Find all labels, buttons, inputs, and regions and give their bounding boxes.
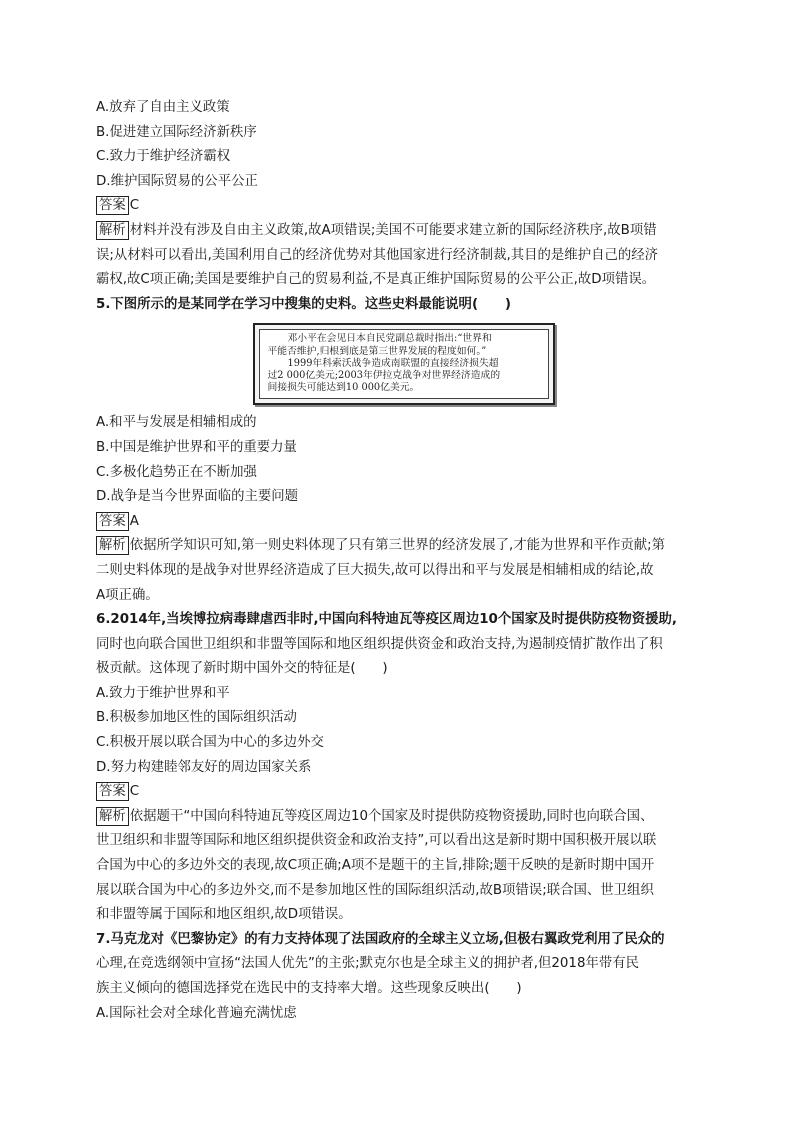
q4-options <box>96 96 711 194</box>
q5-analysis-line: 二则史料体现的是战争对世界经济造成了巨大损失,故可以得出和平与发展是相辅相成的结论,故 <box>96 562 654 578</box>
document-page <box>96 96 711 1026</box>
q4-analysis-text: 材料并没有涉及自由主义政策,故A项错误;美国不可能要求建立新的国际经济秩序,故B项错 <box>129 222 657 238</box>
q5-analysis-text: 依据所学知识可知,第一则史料体现了只有第三世界的经济发展了,才能为世界和平作贡献;第 <box>129 538 666 554</box>
q6-stem-line: 同时也向联合国世卫组织和非盟等国际和地区组织提供资金和政治支持,为遏制疫情扩散作出了积 <box>96 636 663 652</box>
q6-analysis-line: 展以联合国为中心的多边外交,而不是参加地区性的国际组织活动,故B项错误;联合国、世卫组织 <box>96 882 654 898</box>
q6-analysis <box>96 805 711 928</box>
q4-option-b: B.促进建立国际经济新秩序 <box>96 124 257 140</box>
q4-option-c: C.致力于维护经济霸权 <box>96 149 231 165</box>
q6-stem-line: 6.2014年,当埃博拉病毒肆虐西非时,中国向科特迪瓦等疫区周边10个国家及时提供防疫物资援助, <box>96 612 678 628</box>
q5-option-c: C.多极化趋势正在不断加强 <box>96 464 257 480</box>
q4-answer-value: C <box>129 198 140 214</box>
q6-option-d: D.努力构建睦邻友好的周边国家关系 <box>96 759 312 775</box>
q7-stem-line: 7.马克龙对《巴黎协定》的有力支持体现了法国政府的全球主义立场,但极右翼政党利用了民众的 <box>96 931 665 947</box>
q6-analysis-text: 依据题干“中国向科特迪瓦等疫区周边10个国家及时提供防疫物资援助,同时也向联合国、 <box>129 808 654 824</box>
figure-line: 平能否维护,归根到底是第三世界发展的程度如何。” <box>267 345 487 357</box>
q4-option-d: D.维护国际贸易的公平公正 <box>96 173 258 189</box>
q7-options <box>96 1002 711 1027</box>
q4-answer <box>96 194 711 219</box>
q6-options <box>96 682 711 780</box>
figure-line: 1999年科索沃战争造成南联盟的直接经济损失超 <box>287 357 499 369</box>
q6-analysis-line <box>96 805 711 830</box>
q4-analysis-line <box>96 219 711 244</box>
q7-option-a: A.国际社会对全球化普遍充满忧虑 <box>96 1005 297 1021</box>
q4-option-a: A.放弃了自由主义政策 <box>96 100 230 115</box>
q4-analysis-line: 霸权,故C项正确;美国是要维护自己的贸易利益,不是真正维护国际贸易的公平公正,故D项错误。 <box>96 272 656 288</box>
q4-analysis-line: 误;从材料可以看出,美国利用自己的经济优势对其他国家进行经济制裁,其目的是维护自己的经济 <box>96 247 659 263</box>
q6-analysis-line: 和非盟等属于国际和地区组织,故D项错误。 <box>96 907 352 923</box>
analysis-tag: 解析 <box>96 807 129 826</box>
q6-analysis-line: 合国为中心的多边外交的表现,故C项正确;A项不是题干的主旨,排除;题干反映的是新时期中国开 <box>96 858 655 874</box>
answer-tag: 答案 <box>96 196 129 215</box>
q7-stem-line: 心理,在竞选纲领中宣扬“法国人优先”的主张;默克尔也是全球主义的拥护者,但2018年带有民 <box>96 956 640 972</box>
q5-analysis-line: A项正确。 <box>96 587 159 603</box>
figure-line: 过2 000亿美元;2003年伊拉克战争对世界经济造成的 <box>267 369 501 381</box>
q7-stem-line: 族主义倾向的德国选择党在选民中的支持率大增。这些现象反映出( ) <box>96 981 522 996</box>
q5-option-d: D.战争是当今世界面临的主要问题 <box>96 489 299 505</box>
q6-option-b: B.积极参加地区性的国际组织活动 <box>96 710 297 726</box>
q6-option-a: A.致力于维护世界和平 <box>96 685 230 701</box>
q6-stem <box>96 608 711 682</box>
q5-option-a: A.和平与发展是相辅相成的 <box>96 415 257 431</box>
q6-answer-value: C <box>129 784 140 800</box>
q6-analysis-line: 世卫组织和非盟等国际和地区组织提供资金和政治支持”,可以看出这是新时期中国积极开展以联 <box>96 833 657 849</box>
figure-line: 间接损失可能达到10 000亿美元。 <box>267 382 420 394</box>
q6-option-c: C.积极开展以联合国为中心的多边外交 <box>96 735 324 751</box>
q6-answer <box>96 780 711 805</box>
figure-line: 邓小平在会见日本自民党副总裁时指出:“世界和 <box>287 333 492 345</box>
q5-analysis-line <box>96 534 711 559</box>
q5-stem: 5.下图所示的是某同学在学习中搜集的史料。这些史料最能说明( ) <box>96 296 511 312</box>
q4-analysis <box>96 219 711 293</box>
q7-stem <box>96 928 711 1002</box>
answer-tag: 答案 <box>96 512 129 531</box>
analysis-tag: 解析 <box>96 221 129 240</box>
q5-answer <box>96 510 711 535</box>
q5-option-b: B.中国是维护世界和平的重要力量 <box>96 439 297 455</box>
answer-tag: 答案 <box>96 782 129 801</box>
historical-material-text <box>259 329 549 399</box>
analysis-tag: 解析 <box>96 536 129 555</box>
q5-figure <box>96 323 711 405</box>
q5-answer-value: A <box>129 513 139 529</box>
q5-analysis <box>96 534 711 608</box>
q6-stem-line: 极贡献。这体现了新时期中国外交的特征是( ) <box>96 661 388 677</box>
q5-options <box>96 411 711 509</box>
historical-material-frame <box>253 323 555 405</box>
